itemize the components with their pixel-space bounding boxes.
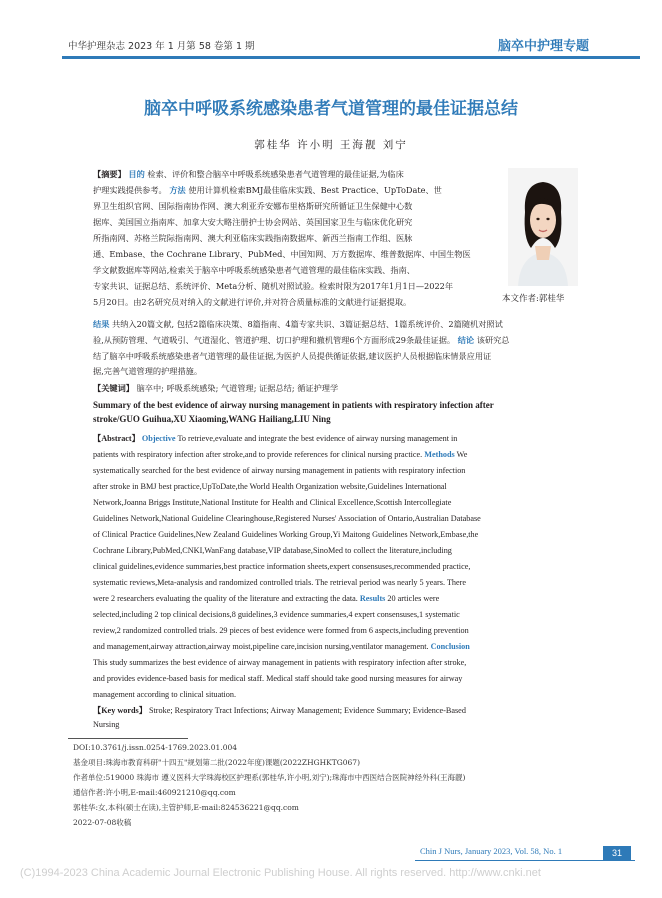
abstract-label: 【摘要】 bbox=[93, 169, 126, 179]
section-title: 脑卒中护理专题 bbox=[498, 39, 590, 54]
english-abstract-line: after stroke in BMJ best practice,UpToDate,the World Health Organization website,Guidelines International bbox=[93, 482, 447, 491]
english-abstract-line: and provides evidence-based basis for medical staff. Medical staff should take good nursing measures for airway bbox=[93, 674, 463, 683]
keywords-en: 【Key words】 Stroke; Respiratory Tract Infections; Airway Management; Evidence Summary; Evidence-Based bbox=[93, 706, 466, 715]
english-abstract-line: were 2 researchers evaluating the quality of the literature and extracting the data. Results 20 articles were bbox=[93, 594, 440, 603]
journal-issue-info: 中华护理杂志 2023 年 1 月第 58 卷第 1 期 bbox=[68, 41, 255, 52]
header-divider bbox=[62, 56, 640, 59]
abstract-cn-line: 5月20日。由2名研究员对纳入的文献进行评价,并对符合质量标准的文献进行证据提取。 bbox=[93, 297, 412, 307]
english-abstract-line: review,2 randomized controlled trials. 29 pieces of best evidence were formed from 6 aspects,including prevention bbox=[93, 626, 469, 635]
conclusion-label: 结论 bbox=[457, 335, 475, 345]
author-bio: 郭桂华:女,本科(硕士在读),主管护师,E-mail:824536221@qq.com bbox=[73, 803, 299, 812]
abstract-cn-line: 界卫生组织官网、国际指南协作网、澳大利亚乔安娜布里格斯研究所循证卫生保健中心数 bbox=[93, 201, 413, 211]
keywords-en-cont: Nursing bbox=[93, 720, 120, 729]
abstract-cn-line: 通、Embase、the Cochrane Library、PubMed、中国知网、万方数据库、维普数据库、中国生物医 bbox=[93, 249, 471, 259]
abstract-cn-line: 结了脑卒中呼吸系统感染患者气道管理的最佳证据,为医护人员提供循证依据,建议医护人员根据临床情景应用证 bbox=[93, 351, 492, 361]
methods-label-en: Methods bbox=[424, 450, 455, 459]
english-abstract-line: 【Abstract】 Objective To retrieve,evaluate and integrate the best evidence of airway nursing management in bbox=[93, 434, 458, 443]
journal-citation: Chin J Nurs, January 2023, Vol. 58, No. 1 bbox=[420, 846, 563, 856]
objective-label-en: Objective bbox=[141, 434, 176, 443]
abstract-cn-line: 【摘要】 目的 检索、评价和整合脑卒中呼吸系统感染患者气道管理的最佳证据,为临床 bbox=[93, 169, 404, 179]
abstract-cn-line: 护理实践提供参考。 方法 使用计算机检索BMJ最佳临床实践、Best Practice、UpToDate、世 bbox=[93, 185, 442, 195]
keywords-cn: 【关键词】 脑卒中; 呼吸系统感染; 气道管理; 证据总结; 循证护理学 bbox=[93, 383, 339, 393]
received-date: 2022-07-08收稿 bbox=[73, 818, 132, 827]
abstract-cn-line: 据,完善气道管理的护理措施。 bbox=[93, 366, 203, 376]
abstract-cn-line: 所指南网、苏格兰院际指南网、澳大利亚临床实践指南数据库、新西兰指南工作组、医脉 bbox=[93, 233, 413, 243]
abstract-cn-line: 结果 共纳入20篇文献, 包括2篇临床决策、8篇指南、4篇专家共识、3篇证据总结、1篇系统评价、2篇随机对照试 bbox=[93, 319, 503, 329]
keywords-label-en: 【Key words】 bbox=[93, 706, 147, 715]
methods-label: 方法 bbox=[169, 185, 186, 195]
english-abstract-line: management according to clinical situation. bbox=[93, 690, 237, 699]
keywords-label: 【关键词】 bbox=[93, 383, 134, 393]
english-abstract-line: clinical guidelines,evidence summaries,best practice information sheets,expert consensuses,recommended practice, bbox=[93, 562, 471, 571]
corresponding-author: 通信作者:许小明,E-mail:460921210@qq.com bbox=[73, 788, 236, 797]
results-label: 结果 bbox=[93, 319, 110, 329]
english-title-line: stroke/GUO Guihua,XU Xiaoming,WANG Hailiang,LIU Ning bbox=[93, 414, 331, 424]
footnote-divider bbox=[68, 738, 188, 739]
bottom-divider bbox=[415, 860, 635, 861]
copyright-watermark: (C)1994-2023 China Academic Journal Electronic Publishing House. All rights reserved. http://www.cnki.net bbox=[20, 867, 541, 879]
doi: DOI:10.3761/j.issn.0254-1769.2023.01.004 bbox=[73, 743, 238, 752]
english-abstract-line: This study summarizes the best evidence of airway management in patients with respiratory infection after stroke, bbox=[93, 658, 467, 667]
english-abstract-line: systematic reviews,Meta-analysis and randomized controlled trials. The retrieval period was nearly 5 years. There bbox=[93, 578, 467, 587]
abstract-cn-line: 验,从预防管理、气道吸引、气道湿化、管道护理、切口护理和撤机管理6个方面形成29条最佳证据。 结论 该研究总 bbox=[93, 335, 510, 345]
english-abstract-line: patients with respiratory infection after stroke,and to provide references for clinical nursing practice. Methods We bbox=[93, 450, 468, 459]
english-abstract-line: and management,airway attraction,airway moist,pipeline care,incision nursing,ventilator management. Conclusion bbox=[93, 642, 470, 651]
english-abstract-line: Cochrane Library,PubMed,CNKI,WanFang database,VIP database,SinoMed to collect the literature,including bbox=[93, 546, 452, 555]
affiliation: 作者单位:519000 珠海市 遵义医科大学珠海校区护理系(郭桂华,许小明,刘宁);珠海市中西医结合医院神经外科(王海靓) bbox=[73, 773, 466, 782]
english-abstract-line: systematically searched for the best evidence of airway nursing management in patients with respiratory infection bbox=[93, 466, 466, 475]
english-abstract-line: Guidelines Network,National Guideline Clearinghouse,Registered Nurses' Association of Ontario,Australian Database bbox=[93, 514, 481, 523]
english-title-line: Summary of the best evidence of airway nursing management in patients with respiratory infection after bbox=[93, 400, 494, 410]
conclusion-label-en: Conclusion bbox=[430, 642, 470, 651]
english-abstract-line: of Clinical Practice Guidelines,New Zealand Guidelines Working Group,Yi Maitong Guidelines Network,Embase,the bbox=[93, 530, 479, 539]
english-abstract-line: Network,Joanna Briggs Institute,National Institute for Health and Clinical Excellence,Scottish Intercollegiate bbox=[93, 498, 452, 507]
english-abstract-line: selected,including 2 top clinical decisions,8 guidelines,3 evidence summaries,4 expert consensuses,1 systematic bbox=[93, 610, 460, 619]
fund-info: 基金项目:珠海市教育科研"十四五"规划第二批(2022年度)课题(2022ZHGHKTG067) bbox=[73, 758, 360, 767]
results-label-en: Results bbox=[359, 594, 386, 603]
author-list: 郭桂华 许小明 王海靓 刘宁 bbox=[254, 139, 408, 151]
page-number: 31 bbox=[603, 846, 631, 860]
author-photo bbox=[508, 168, 578, 286]
objective-label: 目的 bbox=[128, 169, 145, 179]
abstract-cn-line: 学文献数据库等网站,检索关于脑卒中呼吸系统感染患者气道管理的最佳临床实践、指南、 bbox=[93, 265, 415, 275]
photo-caption: 本文作者:郭桂华 bbox=[502, 294, 565, 304]
article-title: 脑卒中呼吸系统感染患者气道管理的最佳证据总结 bbox=[144, 99, 518, 119]
abstract-cn-line: 据库、美国国立指南库、加拿大安大略注册护士协会网站、英国国家卫生与临床优化研究 bbox=[93, 217, 413, 227]
abstract-cn-line: 专家共识、证据总结、系统评价、Meta分析、随机对照试验。检索时限为2017年1月1日—2022年 bbox=[93, 281, 454, 291]
abstract-label-en: 【Abstract】 bbox=[93, 434, 140, 443]
